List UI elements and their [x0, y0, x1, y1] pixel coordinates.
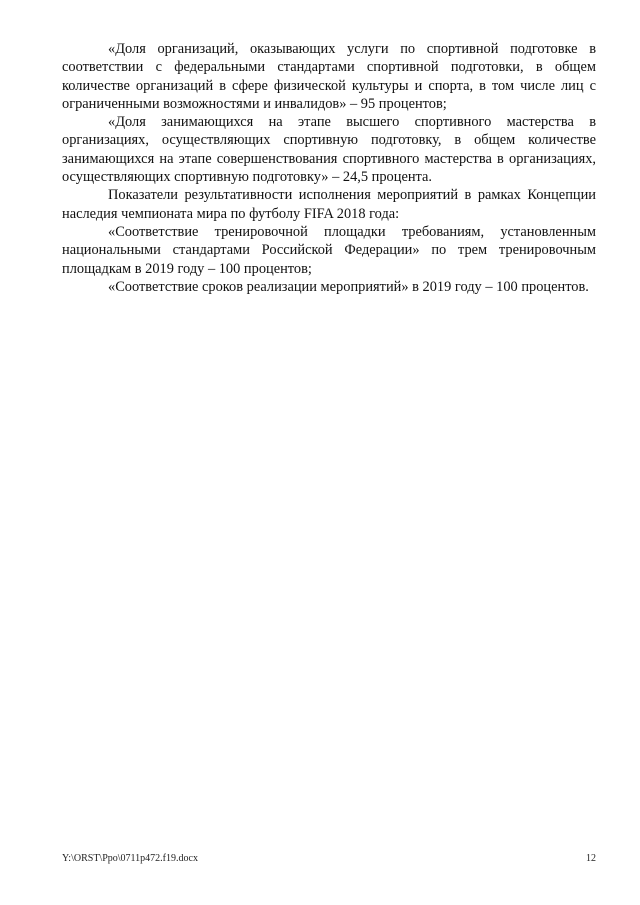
paragraph-athletes-share: «Доля занимающихся на этапе высшего спортивного мастерства в организациях, осуществляющих спортивную подготовку, в общем количестве занимающихся на этапе совершенствования спортивного мастерства в организациях, осуществляющих спортивную подготовку» – 24,5 процента.	[62, 114, 596, 186]
paragraph-fifa-indicators: Показатели результативности исполнения мероприятий в рамках Концепции наследия чемпионата мира по футболу FIFA 2018 года:	[62, 187, 596, 222]
footer-file-path: Y:\ORST\Ppo\0711p472.f19.docx	[62, 853, 198, 864]
paragraph-training-ground: «Соответствие тренировочной площадки требованиям, установленным национальными стандартами Российской Федерации» по трем тренировочным площадкам в 2019 году – 100 процентов;	[62, 223, 596, 277]
document-body	[62, 40, 596, 296]
paragraph-org-share: «Доля организаций, оказывающих услуги по спортивной подготовке в соответствии с федеральными стандартами спортивной подготовки, в общем количестве организаций в сфере физической культуры и спорта, в том числе лиц с ограниченными возможностями и инвалидов» – 95 процентов;	[62, 41, 596, 112]
footer-page-number: 12	[586, 853, 596, 864]
paragraph-deadlines: «Соответствие сроков реализации мероприятий» в 2019 году – 100 процентов.	[108, 278, 589, 295]
